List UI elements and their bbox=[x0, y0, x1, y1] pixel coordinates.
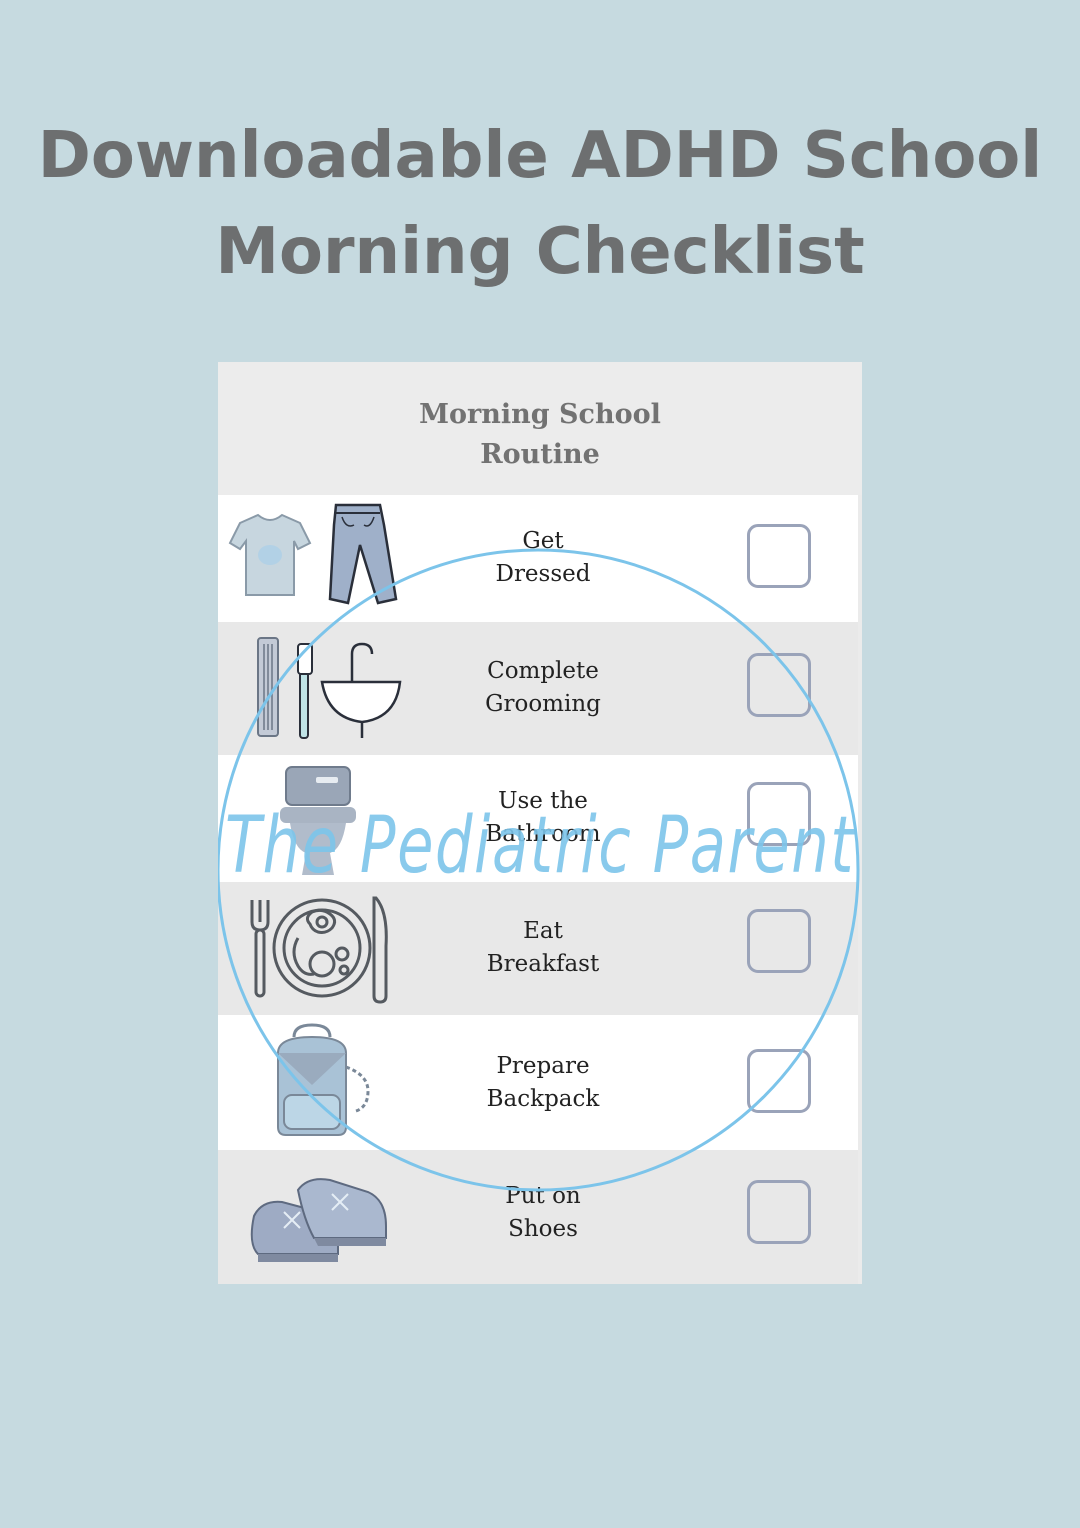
row-label-line-2: Breakfast bbox=[486, 951, 600, 977]
backpack-icon bbox=[218, 1015, 418, 1150]
checkbox-complete-grooming[interactable] bbox=[747, 653, 811, 717]
row-label-line-1: Use the bbox=[498, 788, 588, 814]
row-label-line-2: Bathroom bbox=[485, 821, 601, 847]
row-label-line-1: Complete bbox=[487, 658, 599, 684]
checklist-row-eat-breakfast bbox=[218, 882, 858, 1015]
checkbox-prepare-backpack[interactable] bbox=[747, 1049, 811, 1113]
row-label bbox=[448, 655, 638, 721]
breakfast-plate-icon bbox=[218, 882, 418, 1015]
row-label-line-1: Eat bbox=[523, 918, 563, 944]
checklist-row-prepare-backpack bbox=[218, 1015, 858, 1150]
page-title bbox=[0, 108, 1080, 300]
checklist-card bbox=[218, 362, 862, 1284]
row-label bbox=[448, 525, 638, 591]
page-title-line-1: Downloadable ADHD School bbox=[37, 119, 1043, 193]
row-label-line-2: Shoes bbox=[508, 1216, 578, 1242]
grooming-icon bbox=[218, 622, 418, 755]
row-label-line-2: Backpack bbox=[486, 1086, 600, 1112]
checklist-row-get-dressed bbox=[218, 495, 858, 622]
row-label bbox=[448, 915, 638, 981]
sneakers-icon bbox=[218, 1150, 418, 1284]
row-label-line-2: Dressed bbox=[495, 561, 591, 587]
row-label bbox=[448, 1180, 638, 1246]
toilet-icon bbox=[218, 755, 418, 882]
checklist-header bbox=[218, 362, 862, 495]
checklist-row-complete-grooming bbox=[218, 622, 858, 755]
row-label-line-1: Get bbox=[522, 528, 564, 554]
checklist-row-put-on-shoes bbox=[218, 1150, 858, 1284]
watermark-text: The Pediatric Parent bbox=[225, 801, 856, 891]
row-label-line-1: Put on bbox=[505, 1183, 581, 1209]
checkbox-eat-breakfast[interactable] bbox=[747, 909, 811, 973]
checkbox-put-on-shoes[interactable] bbox=[747, 1180, 811, 1244]
page-title-line-2: Morning Checklist bbox=[215, 215, 865, 289]
row-label-line-1: Prepare bbox=[496, 1053, 590, 1079]
checklist-row-use-the-bathroom bbox=[218, 755, 858, 882]
row-label bbox=[448, 1050, 638, 1116]
clothes-icon bbox=[218, 495, 418, 622]
checkbox-get-dressed[interactable] bbox=[747, 524, 811, 588]
checklist-header-line-1: Morning School bbox=[419, 399, 661, 430]
row-label-line-2: Grooming bbox=[485, 691, 601, 717]
checklist-header-line-2: Routine bbox=[480, 439, 600, 470]
row-label bbox=[448, 785, 638, 851]
checkbox-use-the-bathroom[interactable] bbox=[747, 782, 811, 846]
